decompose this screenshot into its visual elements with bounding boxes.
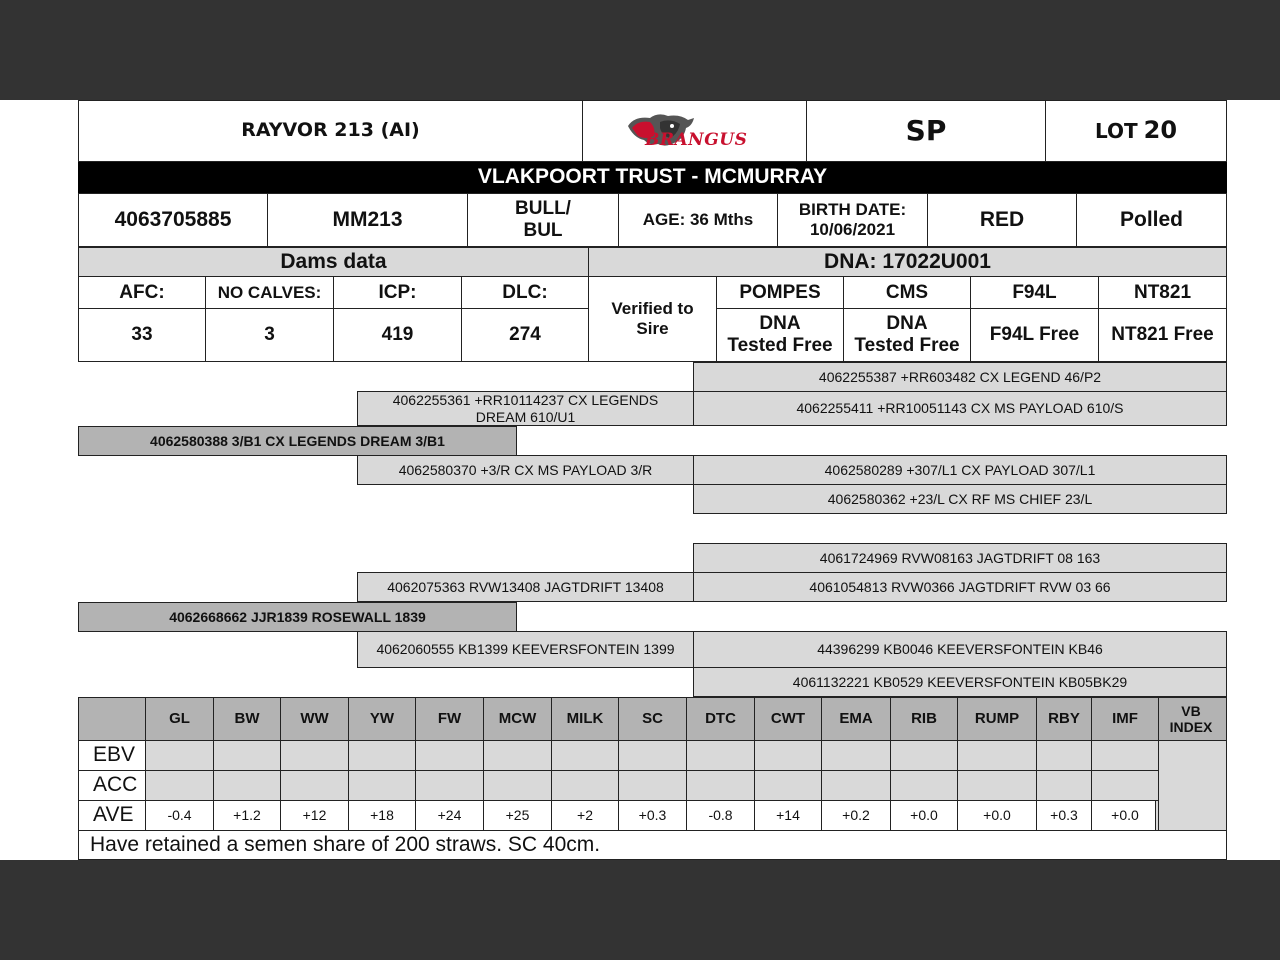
age-cell [618,193,778,247]
ebv-cell-acc-gl [145,770,214,801]
row-label-ave-text: AVE [93,803,134,827]
ebv-header-rib: RIB [890,697,958,741]
brangus-logo-text: BRANGUS [645,130,748,150]
ebv-table [78,697,1227,831]
dams-header-afc-text: AFC: [119,281,165,303]
ebv-cell-ebv-fw [415,740,484,771]
pedigree-dam-dam [357,631,694,668]
animal-name-text: RAYVOR 213 (AI) [241,119,420,142]
row-label-acc-text: ACC [93,773,138,797]
ebv-cell-acc-rump [957,770,1037,801]
ebv-cell-acc-yw [348,770,416,801]
sex-cell [467,193,619,247]
ebv-cell-ave-ww: +12 [280,800,349,831]
dams-value-dlc [461,308,589,362]
ebv-cell-acc-rby [1036,770,1092,801]
ebv-header-gl: GL [145,697,214,741]
lot-label: LOT [1094,118,1138,143]
dna-result-nt821 [1098,308,1227,362]
dams-data-title-text: Dams data [280,249,387,273]
ebv-cell-acc-ww [280,770,349,801]
ebv-header-rump: RUMP [957,697,1037,741]
ebv-cell-ebv-gl [145,740,214,771]
ebv-cell-acc-dtc [686,770,755,801]
comment-row [78,830,1227,860]
lot-box [1045,100,1227,162]
ebv-cell-ave-rump: +0.0 [957,800,1037,831]
dams-header-icp-text: ICP: [378,281,417,303]
ebv-cell-ave-rby: +0.3 [1036,800,1092,831]
row-label-ebv-text: EBV [93,743,136,767]
horn-status-cell [1076,193,1227,247]
pedigree-sire-sire-dam-text: 4062255411 +RR10051143 CX MS PAYLOAD 610/S [796,400,1124,417]
vb-index-value [1155,740,1227,831]
pedigree-sire-dam-sire-text: 4062580289 +307/L1 CX PAYLOAD 307/L1 [824,461,1096,478]
row-label-ebv [78,740,146,771]
ebv-cell-ebv-cwt [754,740,822,771]
ebv-cell-ave-gl: -0.4 [145,800,214,831]
dna-result-cms [843,308,971,362]
dna-result-pompes-line1: DNA [759,313,801,335]
pedigree-dam-dam-text: 4062060555 KB1399 KEEVERSFONTEIN 1399 [376,641,675,658]
ebv-corner [78,697,146,741]
colour-cell [927,193,1077,247]
dams-value-icp [333,308,462,362]
ebv-cell-ave-mcw: +25 [483,800,552,831]
pedigree-dam-sire-dam [693,572,1227,602]
dna-title [588,247,1227,277]
dna-header-nt821 [1098,276,1227,309]
brangus-logo [582,100,807,162]
pedigree-dam-dam-dam-text: 4061132221 KB0529 KEEVERSFONTEIN KB05BK29 [792,673,1128,690]
ebv-cell-ave-bw: +1.2 [213,800,281,831]
ebv-cell-ebv-rby [1036,740,1092,771]
ebv-cell-ave-ema: +0.2 [821,800,891,831]
pedigree-sire-sire-dam [693,391,1227,426]
ebv-cell-ebv-ema [821,740,891,771]
colour-text: RED [979,207,1025,231]
pedigree-sire-sire-sire [693,362,1227,392]
ebv-header-mcw: MCW [483,697,552,741]
comment-text: Have retained a semen share of 200 straws. SC 40cm. [90,832,601,856]
pedigree-sire-text: 4062580388 3/B1 CX LEGENDS DREAM 3/B1 [150,432,445,449]
dna-result-f94l [970,308,1099,362]
ebv-cell-ebv-yw [348,740,416,771]
pedigree-dam [78,602,517,632]
pedigree-sire-dam [357,455,694,485]
ebv-header-cwt: CWT [754,697,822,741]
dna-result-f94l-text: F94L Free [989,324,1080,346]
pedigree-dam-dam-sire [693,631,1227,668]
dams-header-afc [78,276,206,309]
dams-header-calves-text: NO CALVES: [217,282,322,302]
pedigree-dam-sire-dam-text: 4061054813 RVW0366 JAGTDRIFT RVW 03 66 [809,578,1111,595]
ebv-cell-ebv-imf [1091,740,1159,771]
dna-header-cms-text: CMS [885,281,929,303]
ebv-header-yw: YW [348,697,416,741]
dna-header-pompes [716,276,844,309]
dna-result-nt821-text: NT821 Free [1111,324,1214,346]
ebv-header-imf: IMF [1091,697,1159,741]
registration-number-text: 4063705885 [114,207,232,231]
lot-sheet [0,100,1280,860]
verified-to-sire [588,276,717,362]
dams-value-dlc-text: 274 [509,324,541,346]
ebv-cell-ave-cwt: +14 [754,800,822,831]
ebv-cell-acc-bw [213,770,281,801]
dna-header-cms [843,276,971,309]
ebv-cell-acc-sc [618,770,687,801]
ebv-cell-ave-sc: +0.3 [618,800,687,831]
verified-line2: Sire [636,319,669,338]
ebv-cell-ebv-milk [551,740,619,771]
sex-line2: BUL [523,220,563,241]
ebv-cell-ebv-ww [280,740,349,771]
ebv-cell-ebv-dtc [686,740,755,771]
pedigree-dam-sire-text: 4062075363 RVW13408 JAGTDRIFT 13408 [387,578,664,595]
ebv-cell-acc-fw [415,770,484,801]
dna-result-pompes [716,308,844,362]
pedigree-sire-sire-sire-text: 4062255387 +RR603482 CX LEGEND 46/P2 [818,368,1102,385]
ebv-cell-ave-yw: +18 [348,800,416,831]
dams-value-afc-text: 33 [131,324,153,346]
code-text: SP [905,113,947,147]
dams-value-icp-text: 419 [381,324,414,346]
breeder-band [78,162,1227,193]
ebv-cell-ebv-rump [957,740,1037,771]
ebv-header-rby: RBY [1036,697,1092,741]
dams-header-dlc-text: DLC: [502,281,548,303]
vb-index-header [1155,697,1227,741]
animal-id [267,193,468,247]
dams-data-title [78,247,589,277]
dna-header-f94l [970,276,1099,309]
dams-header-calves [205,276,334,309]
pedigree-sire-dam-dam-text: 4062580362 +23/L CX RF MS CHIEF 23/L [827,490,1093,507]
ebv-header-milk: MILK [551,697,619,741]
ebv-cell-ave-rib: +0.0 [890,800,958,831]
pedigree-sire-sire-text: 4062255361 +RR10114237 CX LEGENDS DREAM 610/U1 [392,392,659,425]
animal-id-text: MM213 [332,207,403,231]
dams-value-calves-text: 3 [264,324,275,346]
pedigree-dam-sire [357,572,694,602]
pedigree-dam-text: 4062668662 JJR1839 ROSEWALL 1839 [169,608,426,625]
dams-header-dlc [461,276,589,309]
ebv-cell-ave-dtc: -0.8 [686,800,755,831]
ebv-cell-ebv-rib [890,740,958,771]
ebv-cell-ebv-sc [618,740,687,771]
ebv-cell-ave-imf: +0.0 [1091,800,1159,831]
registration-number [78,193,268,247]
dams-value-afc [78,308,206,362]
dna-header-pompes-text: POMPES [739,281,821,303]
age-text: AGE: 36 Mths [642,210,754,230]
sex-line1: BULL/ [515,198,571,220]
dna-result-cms-line1: DNA [886,313,928,335]
dna-result-pompes-line2: Tested Free [727,335,833,356]
ebv-header-sc: SC [618,697,687,741]
birth-date-value: 10/06/2021 [809,220,896,239]
ebv-cell-acc-cwt [754,770,822,801]
pedigree-dam-dam-dam [693,667,1227,697]
animal-name [78,100,583,162]
dna-header-f94l-text: F94L [1012,281,1057,303]
birth-date-label: BIRTH DATE: [798,200,907,220]
ebv-cell-acc-milk [551,770,619,801]
pedigree-sire-sire [357,391,694,426]
vb-index-line2: INDEX [1169,719,1213,735]
verified-line1: Verified to [611,299,694,319]
vb-index-line1: VB [1181,702,1201,719]
pedigree-dam-sire-sire [693,543,1227,573]
dna-header-nt821-text: NT821 [1133,281,1192,303]
ebv-cell-acc-imf [1091,770,1159,801]
ebv-header-fw: FW [415,697,484,741]
horn-status-text: Polled [1119,207,1183,231]
pedigree-dam-sire-sire-text: 4061724969 RVW08163 JAGTDRIFT 08 163 [819,549,1101,566]
row-label-acc [78,770,146,801]
dams-header-icp [333,276,462,309]
ebv-cell-acc-mcw [483,770,552,801]
breeder-name: VLAKPOORT TRUST - MCMURRAY [477,165,828,189]
dams-value-calves [205,308,334,362]
pedigree-sire-dam-sire [693,455,1227,485]
pedigree-sire [78,426,517,456]
row-label-ave [78,800,146,831]
pedigree-dam-dam-sire-text: 44396299 KB0046 KEEVERSFONTEIN KB46 [817,641,1103,658]
ebv-cell-ebv-mcw [483,740,552,771]
ebv-cell-ave-fw: +24 [415,800,484,831]
ebv-header-bw: BW [213,697,281,741]
pedigree-sire-dam-text: 4062580370 +3/R CX MS PAYLOAD 3/R [398,461,653,478]
ebv-header-ww: WW [280,697,349,741]
dna-result-cms-line2: Tested Free [854,335,960,356]
birth-date-cell [777,193,928,247]
pedigree-sire-dam-dam [693,484,1227,514]
ebv-header-ema: EMA [821,697,891,741]
ebv-cell-ave-milk: +2 [551,800,619,831]
lot-number: 20 [1143,116,1178,145]
dna-title-text: DNA: 17022U001 [824,249,991,273]
ebv-cell-ebv-bw [213,740,281,771]
ebv-cell-acc-ema [821,770,891,801]
code-box [806,100,1046,162]
ebv-header-dtc: DTC [686,697,755,741]
ebv-cell-acc-rib [890,770,958,801]
